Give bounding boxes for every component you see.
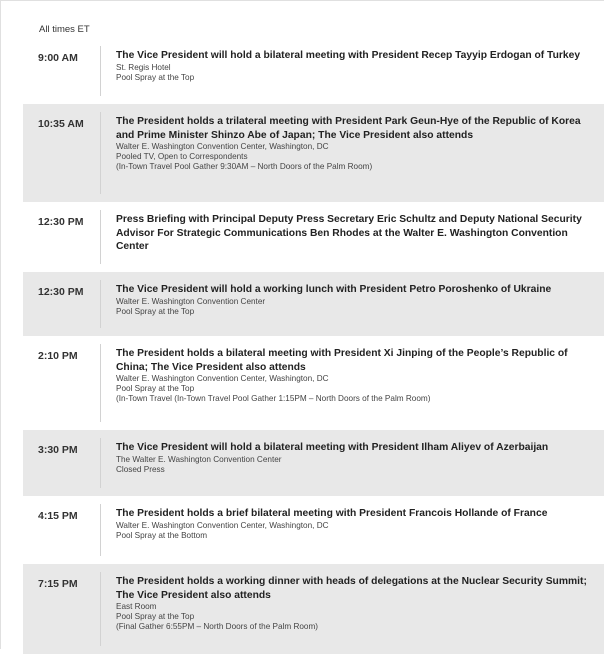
time-divider <box>100 504 101 556</box>
event-detail: (In-Town Travel Pool Gather 9:30AM – North Doors of the Palm Room) <box>116 162 373 171</box>
event-time: 3:30 PM <box>38 444 78 456</box>
event-title: The President holds a bilateral meeting with President Xi Jinping of the People’s Republic of China; The Vice President also attends <box>116 348 568 373</box>
event-detail: Pool Spray at the Bottom <box>116 530 208 540</box>
time-divider <box>100 344 101 422</box>
event-detail: The Walter E. Washington Convention Center <box>116 454 282 464</box>
schedule-event <box>23 336 604 430</box>
event-detail: Walter E. Washington Convention Center, Washington, DC <box>116 520 329 530</box>
event-time: 12:30 PM <box>38 216 84 228</box>
event-detail: Walter E. Washington Convention Center, Washington, DC <box>116 142 329 151</box>
event-detail: (In-Town Travel (In-Town Travel Pool Gather 1:15PM – North Doors of the Palm Room) <box>116 394 431 403</box>
time-divider <box>100 438 101 488</box>
event-time: 9:00 AM <box>38 52 78 64</box>
time-divider <box>100 210 101 264</box>
event-detail: Pool Spray at the Top <box>116 384 195 393</box>
event-detail: (Final Gather 6:55PM – North Doors of the Palm Room) <box>116 622 319 631</box>
event-detail: St. Regis Hotel <box>116 62 171 72</box>
schedule-list <box>23 38 604 654</box>
time-divider <box>100 46 101 96</box>
event-detail: Walter E. Washington Convention Center, Washington, DC <box>116 374 329 383</box>
event-time: 7:15 PM <box>38 578 78 590</box>
event-title: The President holds a brief bilateral meeting with President Francois Hollande of France <box>116 508 548 519</box>
schedule-event <box>23 564 604 654</box>
event-title: The Vice President will hold a bilateral meeting with President Recep Tayyip Erdogan of Turkey <box>116 50 581 61</box>
time-divider <box>100 280 101 328</box>
event-time: 10:35 AM <box>38 118 84 130</box>
schedule-event <box>23 496 604 564</box>
event-detail: Closed Press <box>116 464 165 474</box>
event-title: The Vice President will hold a bilateral meeting with President Ilham Aliyev of Azerbaijan <box>116 442 549 453</box>
event-detail: Pooled TV, Open to Correspondents <box>116 152 248 161</box>
event-title: Press Briefing with Principal Deputy Press Secretary Eric Schultz and Deputy National Security Advisor For Strategic Communications Ben Rhodes at the Walter E. Washington Convention Center <box>116 214 582 252</box>
event-detail: Pool Spray at the Top <box>116 612 195 621</box>
event-time: 4:15 PM <box>38 510 78 522</box>
event-title: The Vice President will hold a working lunch with President Petro Poroshenko of Ukraine <box>116 284 552 295</box>
event-time: 2:10 PM <box>38 350 78 362</box>
schedule-event <box>23 38 604 104</box>
time-divider <box>100 572 101 646</box>
time-divider <box>100 112 101 194</box>
schedule-event <box>23 104 604 202</box>
event-detail: Walter E. Washington Convention Center <box>116 296 266 306</box>
event-title: The President holds a working dinner with heads of delegations at the Nuclear Security Summit; The Vice President also attends <box>116 576 587 601</box>
event-time: 12:30 PM <box>38 286 84 298</box>
schedule-event <box>23 272 604 336</box>
schedule-event <box>23 430 604 496</box>
event-detail: Pool Spray at the Top <box>116 72 195 82</box>
event-detail: East Room <box>116 602 157 611</box>
event-detail: Pool Spray at the Top <box>116 306 195 316</box>
timezone-note: All times ET <box>39 24 90 35</box>
event-title: The President holds a trilateral meeting with President Park Geun-Hye of the Republic of Korea and Prime Minister Shinzo Abe of Japan; The Vice President also attends <box>116 116 581 141</box>
schedule-event <box>23 202 604 272</box>
